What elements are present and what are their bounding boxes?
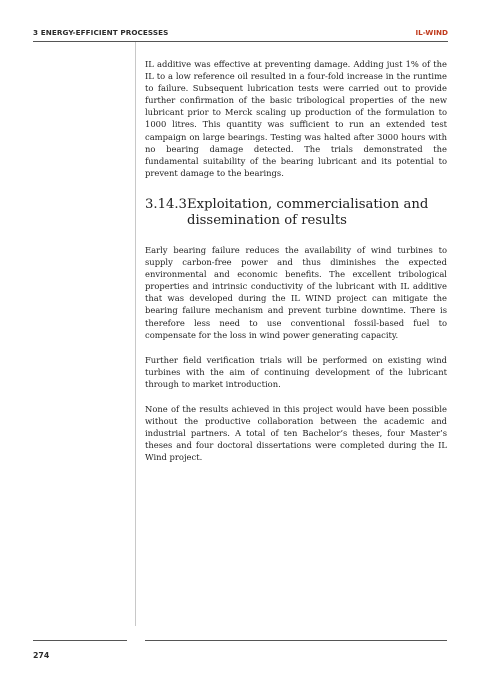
running-header-chapter: 3 ENERGY-EFFICIENT PROCESSES xyxy=(33,28,169,37)
running-header-project: IL-WIND xyxy=(415,28,448,37)
section-title: Exploitation, commercialisation and dissemination of results xyxy=(187,196,429,228)
body-paragraph: Early bearing failure reduces the availability of wind turbines to supply carbon-free power and thus diminishes the expected environmental and economic benefits. The excellent tribological properties and intrinsic conductivity of the lubricant with IL additive that was developed during the IL WIND project can mitigate the bearing failure mechanism and prevent turbine downtime. There is therefore less need to use conventional fossil-based fuel to compensate for the loss in wind power generating capacity. xyxy=(145,244,447,340)
page-number: 274 xyxy=(33,651,50,660)
body-paragraph: Further field verification trials will be performed on existing wind turbines with the aim of continuing development of the lubricant through to market introduction. xyxy=(145,354,447,389)
main-text-column xyxy=(145,58,447,476)
section-heading xyxy=(145,197,447,229)
body-paragraph: None of the results achieved in this project would have been possible without the productive collaboration between the academic and industrial partners. A total of ten Bachelor’s theses, four Master’s theses and four doctoral dissertations were completed during the IL Wind project. xyxy=(145,403,447,463)
footer-divider-left xyxy=(33,640,127,641)
footer-divider-right xyxy=(145,640,447,641)
section-number: 3.14.3 xyxy=(145,196,187,212)
margin-divider xyxy=(135,42,136,626)
header-divider xyxy=(33,41,448,42)
body-paragraph: IL additive was effective at preventing damage. Adding just 1% of the IL to a low reference oil resulted in a four-fold increase in the runtime to failure. Subsequent lubrication tests were carried out to provide further confirmation of the basic tribological properties of the new lubricant prior to Merck scaling up production of the formulation to 1000 litres. This quantity was sufficient to run an extended test campaign on large bearings. Testing was halted after 3000 hours with no bearing damage detected. The trials demonstrated the fundamental suitability of the bearing lubricant and its potential to prevent damage to the bearings. xyxy=(145,59,447,178)
